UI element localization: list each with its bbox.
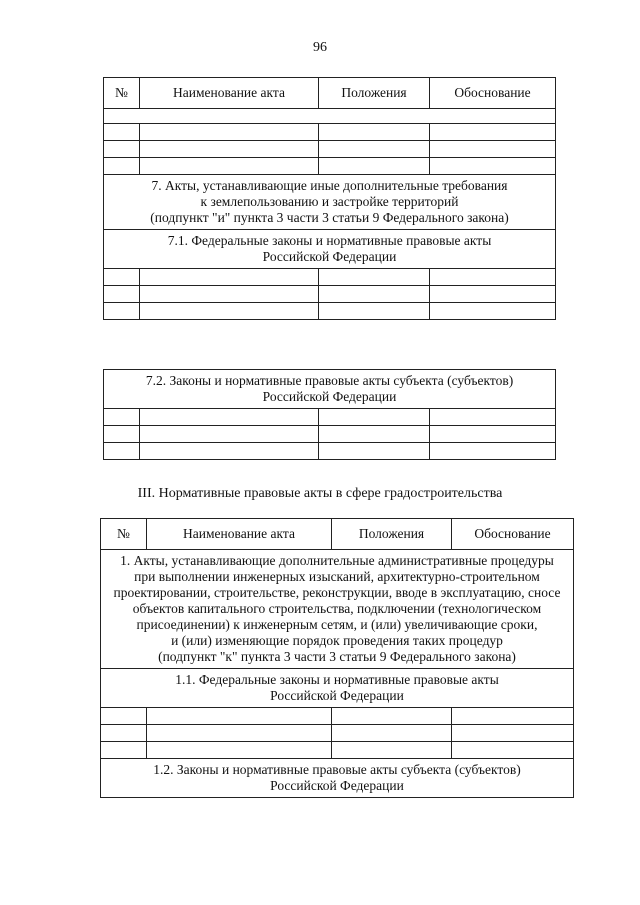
subsection-7-2-line: 7.2. Законы и нормативные правовые акты субъекта (субъектов): [145, 373, 514, 388]
col-header-act-name: Наименование акта: [147, 519, 332, 550]
section-1-line: 1. Акты, устанавливающие дополнительные административные процедуры: [120, 553, 554, 568]
table-row: [104, 269, 556, 286]
section-7-row: [104, 175, 556, 230]
table-row: [101, 708, 574, 725]
table-row: [104, 426, 556, 443]
section-1-line: объектов капитального строительства, подключении (технологическом: [132, 601, 542, 616]
subsection-1-1-row: [101, 669, 574, 708]
subsection-7-2-heading: [104, 370, 556, 409]
col-header-number: №: [104, 78, 140, 109]
subsection-7-1-line: Российской Федерации: [262, 249, 397, 264]
table-row: [101, 742, 574, 759]
subsection-1-1-line: Российской Федерации: [270, 688, 404, 703]
table-row: [104, 443, 556, 460]
subsection-1-2-line: 1.2. Законы и нормативные правовые акты субъекта (субъектов): [153, 762, 521, 777]
table-row: [104, 124, 556, 141]
section-1-row: [101, 550, 574, 669]
section-1-line: и (или) изменяющие порядок проведения таких процедур: [171, 633, 503, 648]
table-row: [104, 286, 556, 303]
table-row: [104, 141, 556, 158]
table-row: [104, 158, 556, 175]
col-header-provisions: Положения: [319, 78, 430, 109]
page-number: 96: [313, 40, 327, 55]
urban-planning-acts-table: [100, 518, 574, 798]
col-header-justification: Обоснование: [430, 78, 556, 109]
section-1-line: при выполнении инженерных изысканий, архитектурно-строительном: [134, 569, 540, 584]
section-1-line: проектировании, строительстве, реконструкции, вводе в эксплуатацию, сносе: [113, 585, 561, 600]
subsection-1-2-row: [101, 759, 574, 798]
section-1-heading: [101, 550, 574, 669]
subsection-1-2-heading: [101, 759, 574, 798]
subsection-7-1-heading: [104, 230, 556, 269]
subsection-7-1-line: 7.1. Федеральные законы и нормативные правовые акты: [167, 233, 492, 248]
section-1-line: присоединении) к инженерным сетям, и (или) увеличивающие сроки,: [136, 617, 538, 632]
section-7-line: (подпункт "и" пункта 3 части 3 статьи 9 Федерального закона): [150, 210, 509, 225]
subsection-7-2-line: Российской Федерации: [262, 389, 397, 404]
col-header-provisions: Положения: [332, 519, 452, 550]
col-header-act-name: Наименование акта: [140, 78, 319, 109]
subsection-1-1-heading: [101, 669, 574, 708]
subsection-7-2-row: [104, 370, 556, 409]
table-header-row: [104, 78, 556, 109]
section-7-line: к землепользованию и застройке территорий: [200, 194, 459, 209]
table-row: [101, 725, 574, 742]
table-header-row: [101, 519, 574, 550]
subsection-7-1-row: [104, 230, 556, 269]
section-7-line: 7. Акты, устанавливающие иные дополнительные требования: [151, 178, 508, 193]
col-header-justification: Обоснование: [452, 519, 574, 550]
acts-table-part1: [103, 77, 556, 320]
section-3-title: III. Нормативные правовые акты в сфере градостроительства: [137, 486, 503, 501]
col-header-number: №: [101, 519, 147, 550]
subsection-1-2-line: Российской Федерации: [270, 778, 404, 793]
table-row: [104, 303, 556, 320]
acts-table-part2: [103, 369, 556, 460]
table-row: [104, 409, 556, 426]
table-row: [104, 109, 556, 124]
section-1-line: (подпункт "к" пункта 3 части 3 статьи 9 Федерального закона): [158, 649, 516, 664]
subsection-1-1-line: 1.1. Федеральные законы и нормативные правовые акты: [175, 672, 499, 687]
section-7-heading: [104, 175, 556, 230]
